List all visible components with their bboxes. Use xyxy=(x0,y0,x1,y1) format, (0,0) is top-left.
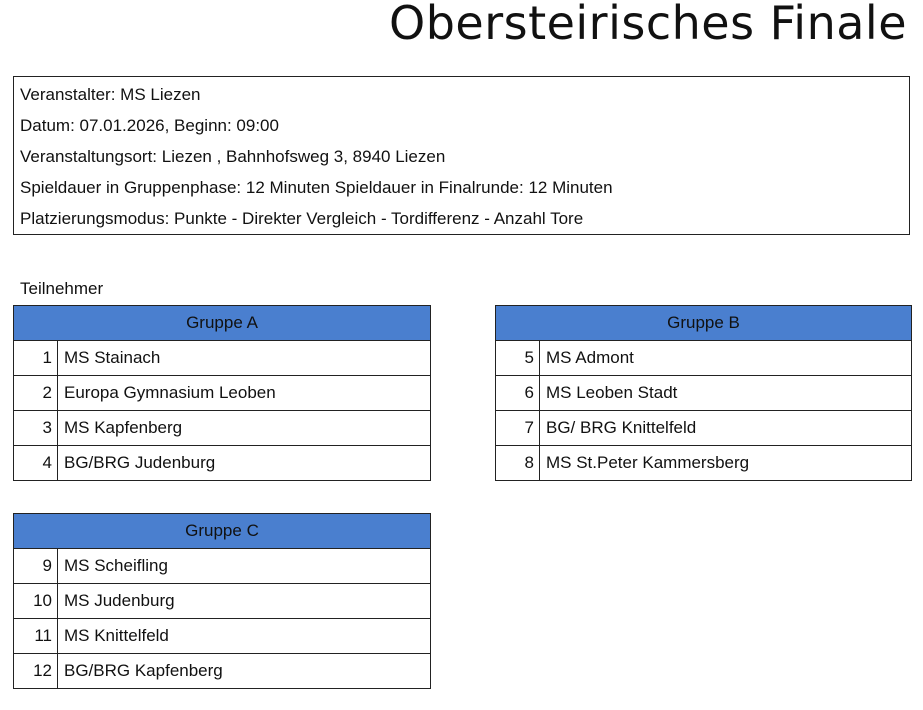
group-b-table xyxy=(495,305,912,481)
team-name: MS Kapfenberg xyxy=(58,411,431,446)
team-name: MS Judenburg xyxy=(58,584,431,619)
team-number: 1 xyxy=(14,341,58,376)
table-row xyxy=(14,341,431,376)
team-number: 6 xyxy=(496,376,540,411)
team-name: MS Scheifling xyxy=(58,549,431,584)
team-number: 7 xyxy=(496,411,540,446)
team-number: 4 xyxy=(14,446,58,481)
group-header: Gruppe B xyxy=(496,306,912,341)
team-name: MS Leoben Stadt xyxy=(540,376,912,411)
table-row xyxy=(14,376,431,411)
table-row xyxy=(14,411,431,446)
table-row xyxy=(14,654,431,689)
info-organizer: Veranstalter: MS Liezen xyxy=(20,85,201,104)
table-row xyxy=(14,584,431,619)
team-number: 10 xyxy=(14,584,58,619)
team-name: BG/ BRG Knittelfeld xyxy=(540,411,912,446)
team-name: BG/BRG Kapfenberg xyxy=(58,654,431,689)
team-name: MS Stainach xyxy=(58,341,431,376)
info-date: Datum: 07.01.2026, Beginn: 09:00 xyxy=(20,116,279,135)
table-row xyxy=(14,619,431,654)
table-row xyxy=(14,446,431,481)
team-number: 11 xyxy=(14,619,58,654)
table-row xyxy=(496,411,912,446)
table-row xyxy=(496,446,912,481)
group-header: Gruppe C xyxy=(14,514,431,549)
participants-label: Teilnehmer xyxy=(20,279,104,298)
team-name: MS St.Peter Kammersberg xyxy=(540,446,912,481)
team-number: 8 xyxy=(496,446,540,481)
team-name: MS Admont xyxy=(540,341,912,376)
team-number: 3 xyxy=(14,411,58,446)
group-a-table xyxy=(13,305,431,481)
team-name: Europa Gymnasium Leoben xyxy=(58,376,431,411)
page-title: Obersteirisches Finale xyxy=(388,0,907,50)
team-number: 12 xyxy=(14,654,58,689)
team-number: 2 xyxy=(14,376,58,411)
group-header: Gruppe A xyxy=(14,306,431,341)
table-row xyxy=(496,376,912,411)
team-name: BG/BRG Judenburg xyxy=(58,446,431,481)
team-name: MS Knittelfeld xyxy=(58,619,431,654)
info-location: Veranstaltungsort: Liezen , Bahnhofsweg 3, 8940 Liezen xyxy=(20,147,446,166)
group-c-table xyxy=(13,513,431,689)
table-row xyxy=(496,341,912,376)
team-number: 5 xyxy=(496,341,540,376)
event-info-box xyxy=(13,76,910,235)
info-duration: Spieldauer in Gruppenphase: 12 Minuten Spieldauer in Finalrunde: 12 Minuten xyxy=(20,178,613,197)
team-number: 9 xyxy=(14,549,58,584)
info-ranking-mode: Platzierungsmodus: Punkte - Direkter Vergleich - Tordifferenz - Anzahl Tore xyxy=(20,209,584,228)
table-row xyxy=(14,549,431,584)
